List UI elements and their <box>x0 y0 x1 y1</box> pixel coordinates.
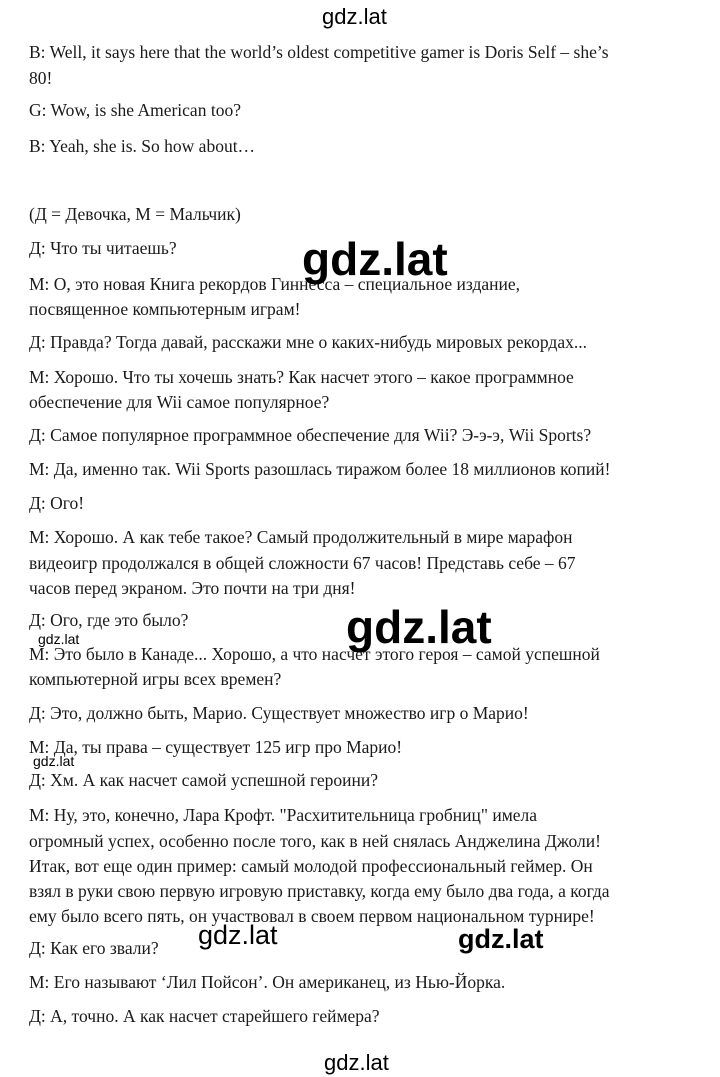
text-line: B: Well, it says here that the world’s oldest competitive gamer is Doris Self – she’s <box>29 42 609 62</box>
text-line: Д: Как его звали? <box>29 938 159 958</box>
text-line: Д: А, точно. А как насчет старейшего геймера? <box>29 1006 380 1026</box>
text-line: взял в руки свою первую игровую приставку, когда ему было два года, а когда <box>29 881 610 901</box>
text-line: ему было всего пять, он участвовал в своем первом национальном турнире! <box>29 906 595 926</box>
text-line: М: О, это новая Книга рекордов Гиннесса – специальное издание, <box>29 274 520 294</box>
text-line: М: Хорошо. Что ты хочешь знать? Как насчет этого – какое программное <box>29 367 574 387</box>
text-line: G: Wow, is she American too? <box>29 100 241 120</box>
text-line: Д: Правда? Тогда давай, расскажи мне о каких-нибудь мировых рекордах... <box>29 332 587 352</box>
watermark-small: gdz.lat <box>33 753 75 769</box>
text-line: М: Хорошо. А как тебе такое? Самый продолжительный в мире марафон <box>29 527 573 547</box>
text-line: огромный успех, особенно после того, как в ней снялась Анджелина Джоли! <box>29 831 601 851</box>
text-line: Д: Что ты читаешь? <box>29 238 177 258</box>
text-line: Д: Хм. А как насчет самой успешной героини? <box>29 770 379 790</box>
text-line: М: Ну, это, конечно, Лара Крофт. "Расхитительница гробниц" имела <box>29 805 538 825</box>
text-line: обеспечение для Wii самое популярное? <box>29 392 330 412</box>
text-line: М: Его называют ‘Лил Пойсон’. Он американец, из Нью-Йорка. <box>29 972 506 992</box>
text-line: Д: Ого! <box>29 493 85 513</box>
watermark-medium: gdz.lat <box>198 920 278 950</box>
text-line: (Д = Девочка, М = Мальчик) <box>29 204 241 224</box>
text-line: 80! <box>29 68 53 88</box>
text-line: М: Да, именно так. Wii Sports разошлась тиражом более 18 миллионов копий! <box>29 459 611 479</box>
watermark-footer: gdz.lat <box>324 1050 389 1075</box>
text-line: М: Это было в Канаде... Хорошо, а что насчет этого героя – самой успешной <box>29 644 600 664</box>
text-line: Д: Это, должно быть, Марио. Существует множество игр о Марио! <box>29 703 529 723</box>
text-line: посвященное компьютерным играм! <box>29 299 301 319</box>
watermark-large: gdz.lat <box>302 233 448 285</box>
text-line: видеоигр продолжался в общей сложности 67 часов! Представь себе – 67 <box>29 553 576 573</box>
watermark-large: gdz.lat <box>346 601 492 653</box>
text-line: компьютерной игры всех времен? <box>29 669 282 689</box>
text-line: Д: Ого, где это было? <box>29 610 189 630</box>
text-line: часов перед экраном. Это почти на три дня! <box>29 578 356 598</box>
watermark-medium: gdz.lat <box>458 924 544 954</box>
watermark-small: gdz.lat <box>38 631 80 647</box>
text-line: М: Да, ты права – существует 125 игр про Марио! <box>29 737 403 757</box>
text-line: Д: Самое популярное программное обеспечение для Wii? Э-э-э, Wii Sports? <box>29 425 592 445</box>
text-line: Итак, вот еще один пример: самый молодой профессиональный геймер. Он <box>29 856 593 876</box>
watermark-header: gdz.lat <box>322 4 387 29</box>
text-line: B: Yeah, she is. So how about… <box>29 136 256 156</box>
